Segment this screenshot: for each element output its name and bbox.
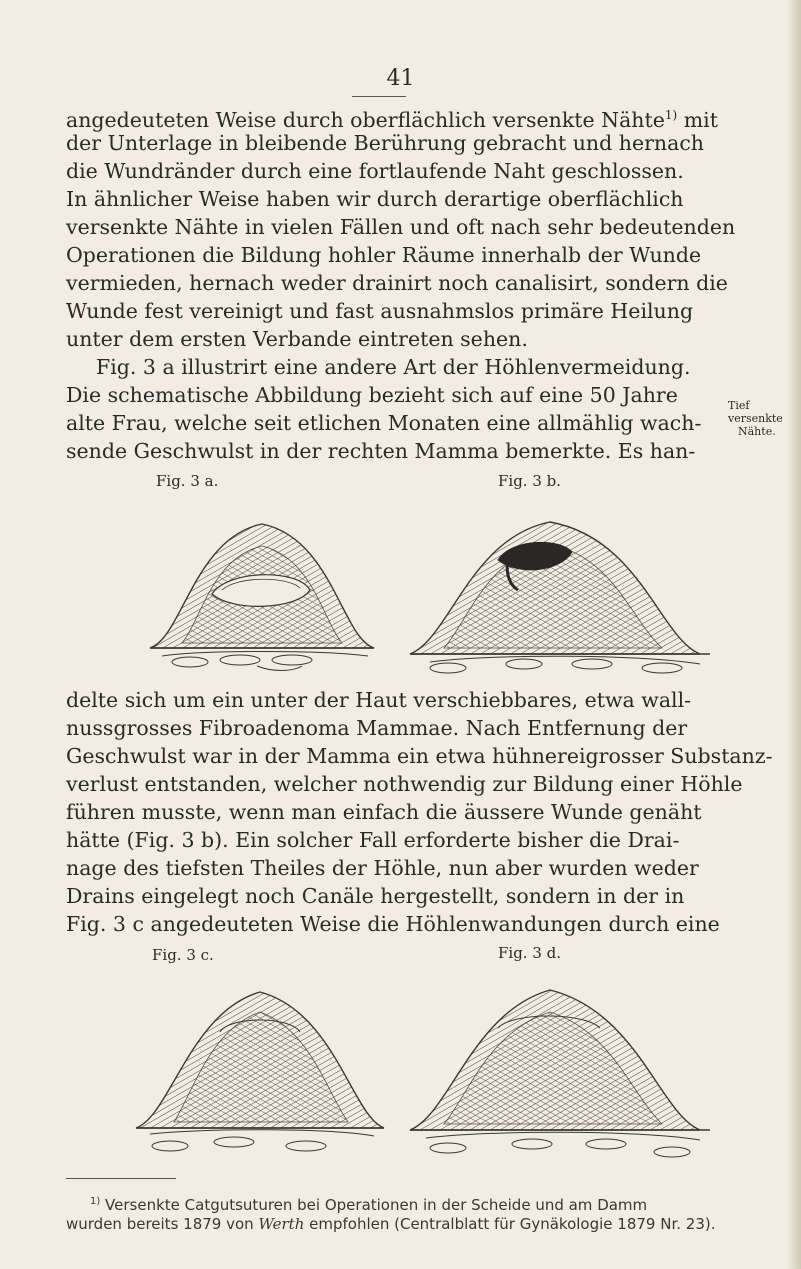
footnote-mark: 1) <box>90 1196 101 1207</box>
margin-note: Tief versenkte Nähte. <box>728 399 783 438</box>
text-line: Drains eingelegt noch Canäle hergestellt, sondern in der in <box>66 884 685 908</box>
text-line: unter dem ersten Verbande eintreten sehen. <box>66 327 528 351</box>
figure-3a-illustration <box>142 498 382 678</box>
text-line: Operationen die Bildung hohler Räume innerhalb der Wunde <box>66 243 702 267</box>
text-line: delte sich um ein unter der Haut verschiebbares, etwa wall- <box>66 688 692 712</box>
page-number: 41 <box>386 66 415 91</box>
figure-caption-3a: Fig. 3 a. <box>156 472 219 490</box>
text-line: nage des tiefsten Theiles der Höhle, nun aber wurden weder <box>66 856 699 880</box>
text-line: In ähnlicher Weise haben wir durch derartige oberflächlich <box>66 187 684 211</box>
figure-3c-illustration <box>130 972 390 1162</box>
text-line: führen musste, wenn man einfach die äussere Wunde genäht <box>66 800 702 824</box>
text-line: Die schematische Abbildung bezieht sich auf eine 50 Jahre <box>66 383 678 407</box>
figure-caption-3d: Fig. 3 d. <box>498 944 562 962</box>
text-line: die Wundränder durch eine fortlaufende Naht geschlossen. <box>66 159 684 183</box>
text-line: Geschwulst war in der Mamma ein etwa hühnereigrosser Substanz- <box>66 744 773 768</box>
text-line: der Unterlage in bleibende Berührung gebracht und hernach <box>66 131 705 155</box>
text-line: vermieden, hernach weder drainirt noch canalisirt, sondern die <box>66 271 728 295</box>
figure-3d-illustration <box>400 968 720 1168</box>
text-line: sende Geschwulst in der rechten Mamma bemerkte. Es han- <box>66 439 696 463</box>
figure-3b-illustration <box>400 498 720 678</box>
text-line: alte Frau, welche seit etlichen Monaten eine allmählig wach- <box>66 411 702 435</box>
text-line: Fig. 3 a illustrirt eine andere Art der Höhlenvermeidung. <box>96 355 691 379</box>
text-line: verlust entstanden, welcher nothwendig zur Bildung einer Höhle <box>66 772 743 796</box>
text-line: hätte (Fig. 3 b). Ein solcher Fall erforderte bisher die Drai- <box>66 828 680 852</box>
page-edge-shadow <box>787 0 801 1269</box>
footnote-line: $^{1)}$ Versenkte Catgutsuturen bei Operationen in der Scheide und am Damm <box>90 1196 648 1214</box>
text-line: nussgrosses Fibroadenoma Mammae. Nach Entfernung der <box>66 716 688 740</box>
footnote-rule <box>66 1178 176 1179</box>
text-line: Fig. 3 c angedeuteten Weise die Höhlenwandungen durch eine <box>66 912 720 936</box>
footnote-reference[interactable]: 1) <box>664 108 678 122</box>
text-line: angedeuteten Weise durch oberflächlich versenkte Nähte$^{1)}$ mit <box>66 108 718 132</box>
figure-caption-3c: Fig. 3 c. <box>152 946 214 964</box>
text-line: versenkte Nähte in vielen Fällen und oft nach sehr bedeutenden <box>66 215 736 239</box>
text-line: Wunde fest vereinigt und fast ausnahmslos primäre Heilung <box>66 299 694 323</box>
page-number-rule <box>352 96 406 97</box>
figure-caption-3b: Fig. 3 b. <box>498 472 562 490</box>
footnote-line: wurden bereits 1879 von Werth empfohlen (Centralblatt für Gynäkologie 1879 Nr. 23). <box>66 1215 716 1233</box>
